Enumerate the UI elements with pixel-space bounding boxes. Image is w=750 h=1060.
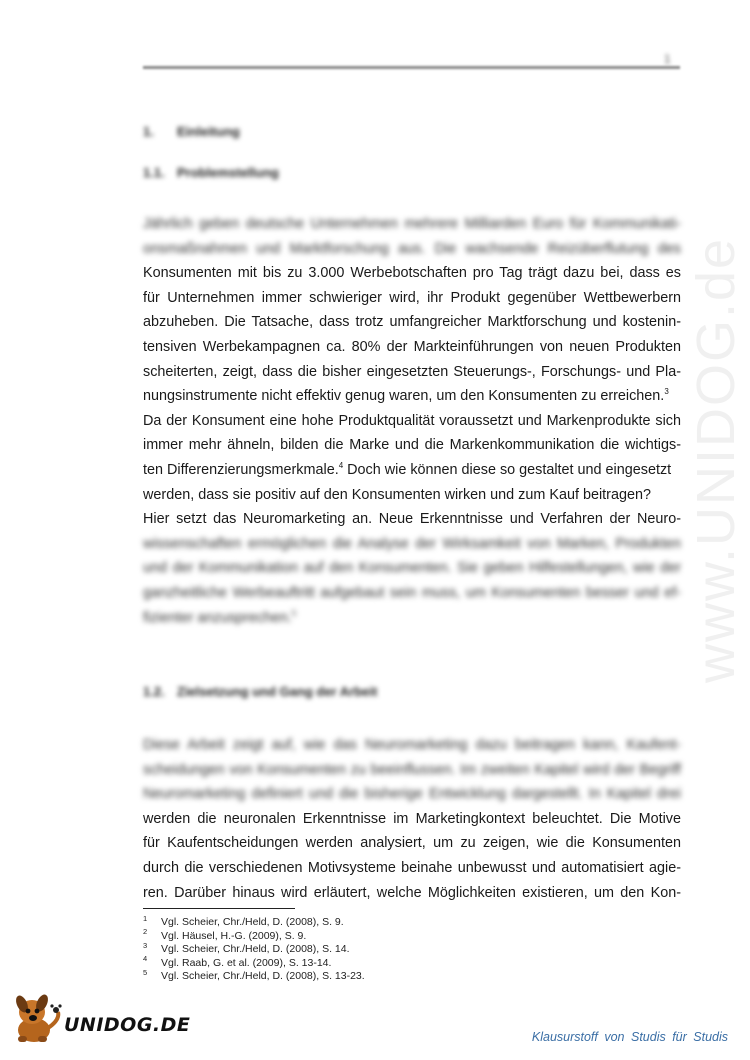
footnote-text: Vgl. Raab, G. et al. (2009), S. 13-14. xyxy=(161,956,332,969)
heading-title: Problemstellung xyxy=(177,165,279,180)
footer-slogan: Klausurstoff von Studis für Studis xyxy=(531,1030,728,1044)
heading-number: 1.1. xyxy=(143,165,165,180)
watermark: www.UNIDOG.de xyxy=(686,236,746,684)
paragraph-zielsetzung xyxy=(143,733,681,905)
line-text: fizienter anzusprechen. xyxy=(143,609,292,626)
text-line: ren. Darüber hinaus wird erläutert, welche Möglichkeiten existieren, um den Kon- xyxy=(143,884,681,901)
footnote: 4 Vgl. Raab, G. et al. (2009), S. 13-14. xyxy=(143,954,332,969)
paragraph-problemstellung xyxy=(143,212,681,630)
text-line: durch die verschiedenen Motivsysteme beinahe unbewusst und automatisiert agie- xyxy=(143,859,681,876)
text-line xyxy=(143,458,681,483)
footnote-rule xyxy=(143,908,295,909)
blurred-line: scheidungen von Konsumenten zu beeinflussen. Im zweiten Kapitel wird der Begriff xyxy=(143,761,681,778)
text-line: für Unternehmen immer schwieriger wird, ihr Produkt gegenüber Wettbewerbern xyxy=(143,289,681,306)
text-line: Da der Konsument eine hohe Produktqualität voraussetzt und Markenprodukte sich xyxy=(143,412,681,429)
text-line: immer mehr ähneln, bilden die Marke und die Markenkommunikation die wichtigs- xyxy=(143,437,681,454)
footnote: 5 Vgl. Scheier, Chr./Held, D. (2008), S. 13-23. xyxy=(143,967,365,983)
footnote-ref: 5 xyxy=(291,608,297,618)
blurred-line: wissenschaften ermöglichen die Analyse der Wirksamkeit von Marken, Produkten xyxy=(143,535,681,552)
text-line: für Kaufentscheidungen werden analysiert, um zu zeigen, wie die Konsumenten xyxy=(143,835,681,852)
footnote-text: Vgl. Scheier, Chr./Held, D. (2008), S. 9. xyxy=(161,916,344,928)
text-line: scheiterten, zeigt, dass die bisher eingesetzten Steuerungs-, Forschungs- und Pla- xyxy=(143,363,681,380)
header-rule xyxy=(143,66,680,69)
text-line: abzuheben. Die Tatsache, dass trotz umfangreicher Marktforschung und kostenin- xyxy=(143,314,681,331)
footnotes xyxy=(143,913,365,984)
text-line: tensiven Werbekampagnen ca. 80% der Markteinführungen von neuen Produkten xyxy=(143,338,681,355)
dog-mascot-icon xyxy=(8,990,68,1048)
heading-einleitung xyxy=(143,124,240,139)
page-number: 1 xyxy=(664,52,671,66)
heading-number: 1.2. xyxy=(143,684,165,699)
heading-number: 1. xyxy=(143,124,154,139)
text-line: werden die neuronalen Erkenntnisse im Marketingkontext beleuchtet. Die Motive xyxy=(143,810,681,827)
line-text: Doch wie können diese so gestaltet und eingesetzt xyxy=(343,461,672,478)
footnote: 3 Vgl. Scheier, Chr./Held, D. (2008), S. 14. xyxy=(143,940,350,956)
text-line: werden, dass sie positiv auf den Konsumenten wirken und zum Kauf beitragen? xyxy=(143,486,651,503)
line-text: ten Differenzierungsmerkmale. xyxy=(143,461,339,478)
footnote: 2 Vgl. Häusel, H.-G. (2009), S. 9. xyxy=(143,927,307,942)
text-line: Hier setzt das Neuromarketing an. Neue Erkenntnisse und Verfahren der Neuro- xyxy=(143,511,681,528)
blurred-line: und der Kommunikation auf den Konsumenten. Sie geben Hilfestellungen, wie der xyxy=(143,560,681,577)
blurred-line: ganzheitliche Werbeauftritt aufgebaut sein muss, um Konsumenten besser und ef- xyxy=(143,584,681,601)
blurred-line: onsmaßnahmen und Marktforschung aus. Die wachsende Reizüberflutung des xyxy=(143,240,681,257)
footnote: 1 Vgl. Scheier, Chr./Held, D. (2008), S. 9. xyxy=(143,913,344,928)
heading-zielsetzung xyxy=(143,684,377,699)
footnote-text: Vgl. Scheier, Chr./Held, D. (2008), S. 14. xyxy=(161,943,350,956)
blurred-line: Neuromarketing definiert und die bisherige Entwicklung dargestellt. In Kapitel drei xyxy=(143,786,681,803)
text-line: Konsumenten mit bis zu 3.000 Werbebotschaften pro Tag trägt dazu bei, dass es xyxy=(143,265,681,282)
heading-title: Einleitung xyxy=(177,124,240,139)
footnote-text: Vgl. Häusel, H.-G. (2009), S. 9. xyxy=(161,929,307,942)
blurred-line: Jährlich geben deutsche Unternehmen mehrere Milliarden Euro für Kommunikati- xyxy=(143,216,681,232)
line-text: nungsinstrumente nicht effektiv genug waren, um den Konsumenten zu erreichen. xyxy=(143,388,665,405)
blurred-line: Diese Arbeit zeigt auf, wie das Neuromarketing dazu beitragen kann, Kaufent- xyxy=(143,737,681,753)
text-line xyxy=(143,384,681,409)
logo-text: UNIDOG.DE xyxy=(64,1014,191,1036)
footnote-text: Vgl. Scheier, Chr./Held, D. (2008), S. 13-23. xyxy=(161,970,365,983)
heading-title: Zielsetzung und Gang der Arbeit xyxy=(177,684,378,699)
blurred-line xyxy=(143,606,681,631)
unidog-logo[interactable] xyxy=(8,990,191,1048)
footnote-ref: 4 xyxy=(338,461,344,471)
footnote-ref: 3 xyxy=(664,387,669,397)
heading-problemstellung xyxy=(143,165,279,180)
